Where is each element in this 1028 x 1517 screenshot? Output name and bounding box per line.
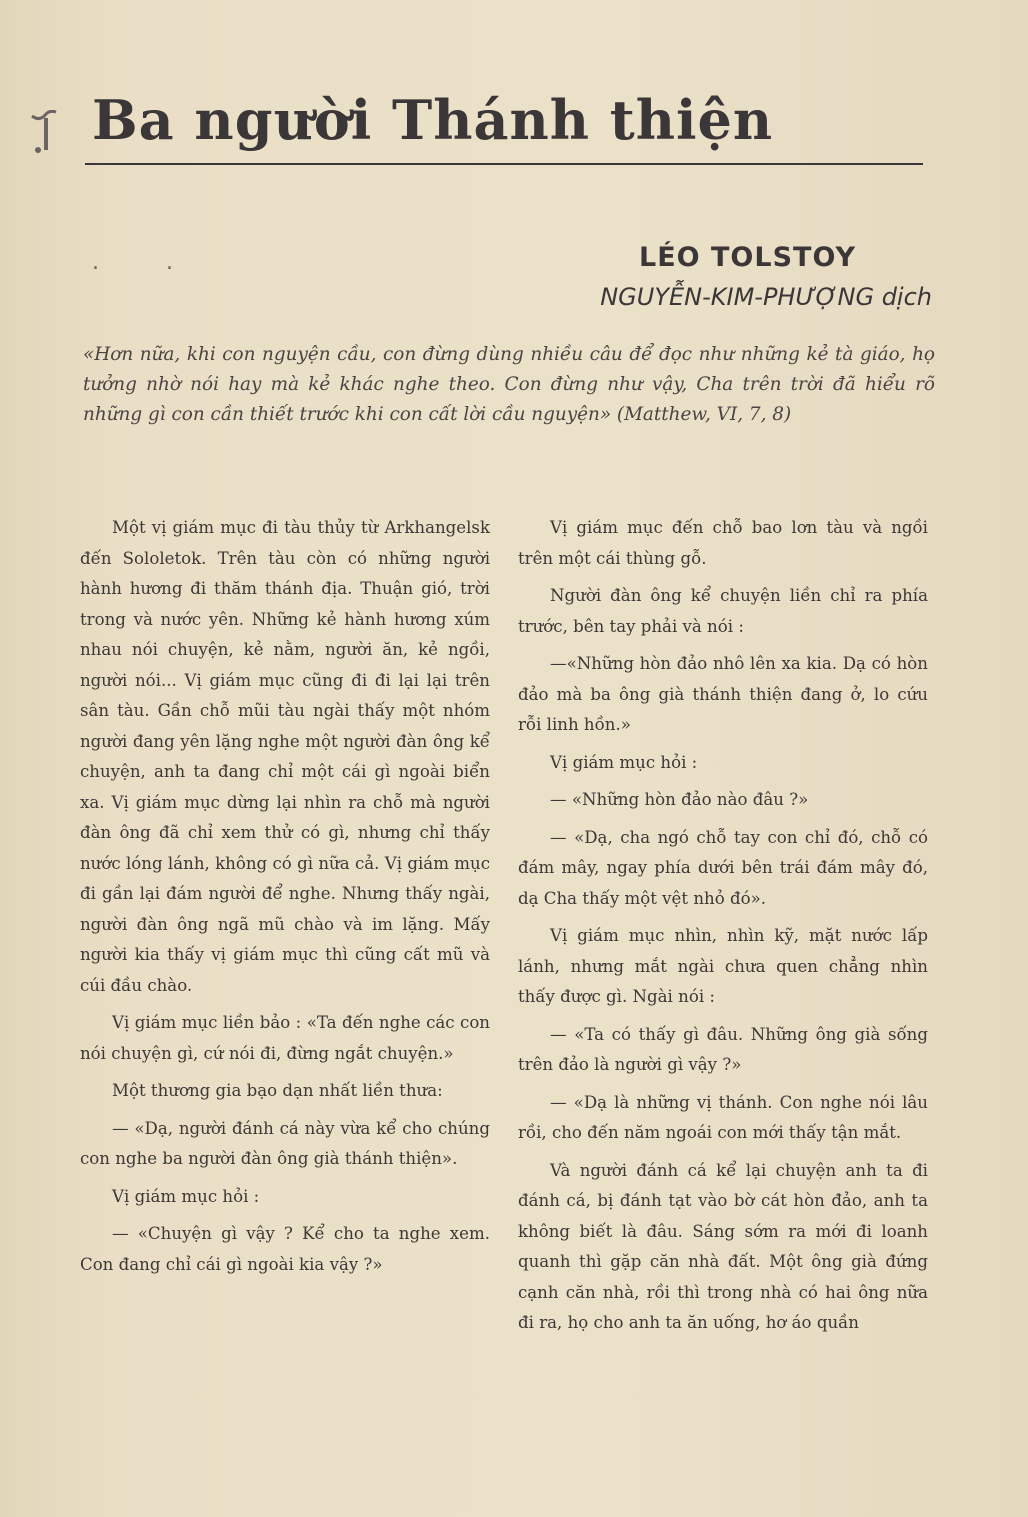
paragraph: Một thương gia bạo dạn nhất liền thưa: [112,1081,443,1100]
paragraph: —«Những hòn đảo nhô lên xa kia. Dạ có hòn đảo mà ba ông già thánh thiện đang ở, lo cứu rỗi linh hồn.» [518,654,928,734]
epigraph-quote: «Hơn nữa, khi con nguyện cầu, con đừng dùng nhiều câu để đọc như những kẻ tà giáo, họ tưởng nhờ nói hay mà kẻ khác nghe theo. Con đừng như vậy, Cha trên trời đã hiểu rõ những gì con cần thiết trước khi con cất lời cầu nguyện» (Matthew, VI, 7, 8) [83,344,935,425]
ink-dots: . . [92,250,203,275]
left-column [80,513,490,1287]
title-underline [85,163,923,165]
page-title: Ba người Thánh thiện [92,88,774,152]
paragraph: Người đàn ông kể chuyện liền chỉ ra phía trước, bên tay phải và nói : [518,586,928,636]
paragraph: Vị giám mục đến chỗ bao lơn tàu và ngồi trên một cái thùng gỗ. [518,518,928,568]
ornament-mark [30,110,62,154]
paragraph: Vị giám mục nhìn, nhìn kỹ, mặt nước lấp lánh, nhưng mắt ngài chưa quen chẳng nhìn thấy được gì. Ngài nói : [518,926,928,1006]
paragraph: — «Dạ là những vị thánh. Con nghe nói lâu rồi, cho đến năm ngoái con mới thấy tận mắt. [518,1092,928,1142]
paragraph: — «Dạ, người đánh cá này vừa kể cho chúng con nghe ba người đàn ông già thánh thiện». [80,1118,490,1168]
paragraph: Và người đánh cá kể lại chuyện anh ta đi đánh cá, bị đánh tạt vào bờ cát hòn đảo, anh ta không biết là đâu. Sáng sớm ra mới đi loanh quanh thì gặp căn nhà đất. Một ông già đứng cạnh căn nhà, rồi thì trong nhà có hai ông nữa đi ra, họ cho anh ta ăn uống, hơ áo quần [518,1160,928,1332]
paragraph: Vị giám mục liền bảo : «Ta đến nghe các con nói chuyện gì, cứ nói đi, đừng ngắt chuyện.» [80,1013,490,1063]
paragraph: — «Những hòn đảo nào đâu ?» [550,790,809,809]
right-column [518,513,928,1346]
paragraph: Vị giám mục hỏi : [112,1186,260,1206]
paragraph: — «Chuyện gì vậy ? Kể cho ta nghe xem. Con đang chỉ cái gì ngoài kia vậy ?» [80,1224,490,1274]
translator-credit: NGUYỄN-KIM-PHƯỢNG dịch [600,283,932,311]
paragraph: Một vị giám mục đi tàu thủy từ Arkhangelsk đến Sololetok. Trên tàu còn có những người hành hương đi thăm thánh địa. Thuận gió, trời trong và nước yên. Những kẻ hành hương xúm nhau nói chuyện, kẻ nằm, người ăn, kẻ ngồi, người nói... Vị giám mục cũng đi đi lại lại trên sân tàu. Gần chỗ mũi tàu ngài thấy một nhóm người đang yên lặng nghe một người đàn ông kể chuyện, anh ta đang chỉ một cái gì ngoài biển xa. Vị giám mục dừng lại nhìn ra chỗ mà người đàn ông đã chỉ xem thử có gì, nhưng chỉ thấy nước lóng lánh, không có gì nữa cả. Vị giám mục đi gần lại đám người để nghe. Nhưng thấy ngài, người đàn ông ngã mũ chào và im lặng. Mấy người kia thấy vị giám mục thì cũng cất mũ và cúi đầu chào. [80,518,490,995]
paragraph: — «Ta có thấy gì đâu. Những ông già sống trên đảo là người gì vậy ?» [518,1024,928,1074]
paragraph: Vị giám mục hỏi : [550,752,698,772]
paragraph: — «Dạ, cha ngó chỗ tay con chỉ đó, chỗ có đám mây, ngay phía dưới bên trái đám mây đó, dạ Cha thấy một vệt nhỏ đó». [518,827,928,908]
author-name: LÉO TOLSTOY [639,242,856,273]
